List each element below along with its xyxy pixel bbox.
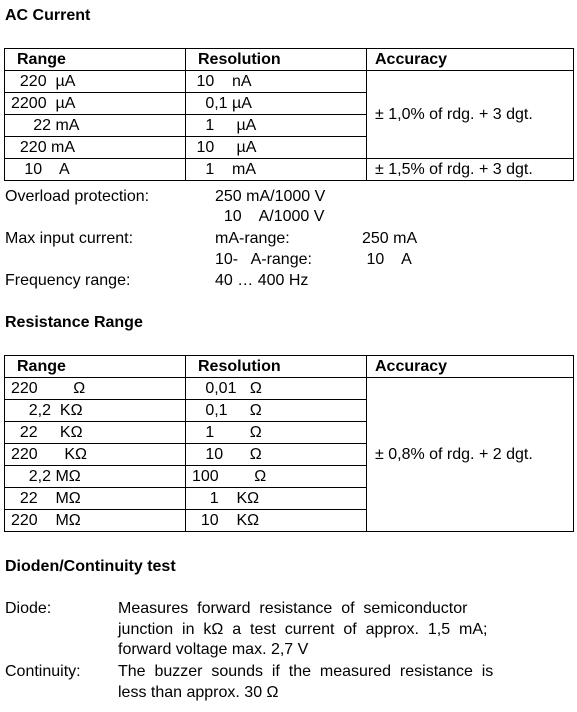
range-cell: 22 KΩ bbox=[5, 422, 186, 444]
resolution-cell: 1 mA bbox=[186, 159, 367, 181]
range-cell: 10 A bbox=[5, 159, 186, 181]
accuracy-cell: ± 1,5% of rdg. + 3 dgt. bbox=[367, 159, 574, 181]
continuity-description-line: The buzzer sounds if the measured resistance is bbox=[118, 663, 494, 680]
resolution-cell: 0,1 µA bbox=[186, 93, 367, 115]
continuity-label: Continuity: bbox=[5, 663, 81, 680]
table-row bbox=[5, 159, 574, 181]
range-cell: 22 mA bbox=[5, 115, 186, 137]
a-range-label: 10- A-range: bbox=[215, 251, 312, 268]
resolution-cell: 10 Ω bbox=[186, 444, 367, 466]
ac-current-table bbox=[4, 48, 574, 181]
resolution-cell: 10 nA bbox=[186, 71, 367, 93]
ma-range-label: mA-range: bbox=[215, 230, 290, 247]
range-cell: 2,2 MΩ bbox=[5, 466, 186, 488]
frequency-value: 40 … 400 Hz bbox=[215, 272, 309, 289]
resistance-title: Resistance Range bbox=[5, 314, 143, 331]
accuracy-header: Accuracy bbox=[367, 356, 574, 378]
range-cell: 220 Ω bbox=[5, 378, 186, 400]
range-cell: 220 mA bbox=[5, 137, 186, 159]
range-cell: 220 µA bbox=[5, 71, 186, 93]
resolution-cell: 1 Ω bbox=[186, 422, 367, 444]
range-cell: 2200 µA bbox=[5, 93, 186, 115]
resistance-table bbox=[4, 355, 574, 532]
range-cell: 220 MΩ bbox=[5, 510, 186, 532]
frequency-label: Frequency range: bbox=[5, 272, 131, 289]
resolution-header: Resolution bbox=[186, 356, 367, 378]
table-row bbox=[5, 71, 574, 93]
range-header: Range bbox=[5, 356, 186, 378]
resolution-cell: 10 KΩ bbox=[186, 510, 367, 532]
resolution-cell: 0,01 Ω bbox=[186, 378, 367, 400]
range-cell: 220 KΩ bbox=[5, 444, 186, 466]
overload-value: 250 mA/1000 V bbox=[215, 188, 326, 205]
diode-description-line: junction in kΩ a test current of approx. 1,5 mA; bbox=[118, 621, 488, 638]
resolution-header: Resolution bbox=[186, 49, 367, 71]
range-header: Range bbox=[5, 49, 186, 71]
resolution-cell: 100 Ω bbox=[186, 466, 367, 488]
diode-title: Dioden/Continuity test bbox=[5, 558, 176, 575]
a-range-value: 10 A bbox=[362, 251, 412, 268]
overload-label: Overload protection: bbox=[5, 188, 150, 205]
ac-current-title: AC Current bbox=[5, 7, 91, 24]
table-header-row bbox=[5, 356, 574, 378]
max-input-label: Max input current: bbox=[5, 230, 134, 247]
diode-label: Diode: bbox=[5, 600, 52, 617]
diode-description-line: forward voltage max. 2,7 V bbox=[118, 641, 309, 658]
diode-description-line: Measures forward resistance of semiconductor bbox=[118, 600, 468, 617]
ma-range-value: 250 mA bbox=[362, 230, 418, 247]
range-cell: 2,2 KΩ bbox=[5, 400, 186, 422]
overload-value: 10 A/1000 V bbox=[215, 208, 325, 225]
accuracy-header: Accuracy bbox=[367, 49, 574, 71]
accuracy-cell: ± 1,0% of rdg. + 3 dgt. bbox=[367, 71, 574, 159]
accuracy-cell: ± 0,8% of rdg. + 2 dgt. bbox=[367, 378, 574, 532]
resolution-cell: 1 µA bbox=[186, 115, 367, 137]
range-cell: 22 MΩ bbox=[5, 488, 186, 510]
table-header-row bbox=[5, 49, 574, 71]
resolution-cell: 10 µA bbox=[186, 137, 367, 159]
resolution-cell: 1 KΩ bbox=[186, 488, 367, 510]
continuity-description-line: less than approx. 30 Ω bbox=[118, 684, 279, 701]
table-row bbox=[5, 378, 574, 400]
resolution-cell: 0,1 Ω bbox=[186, 400, 367, 422]
